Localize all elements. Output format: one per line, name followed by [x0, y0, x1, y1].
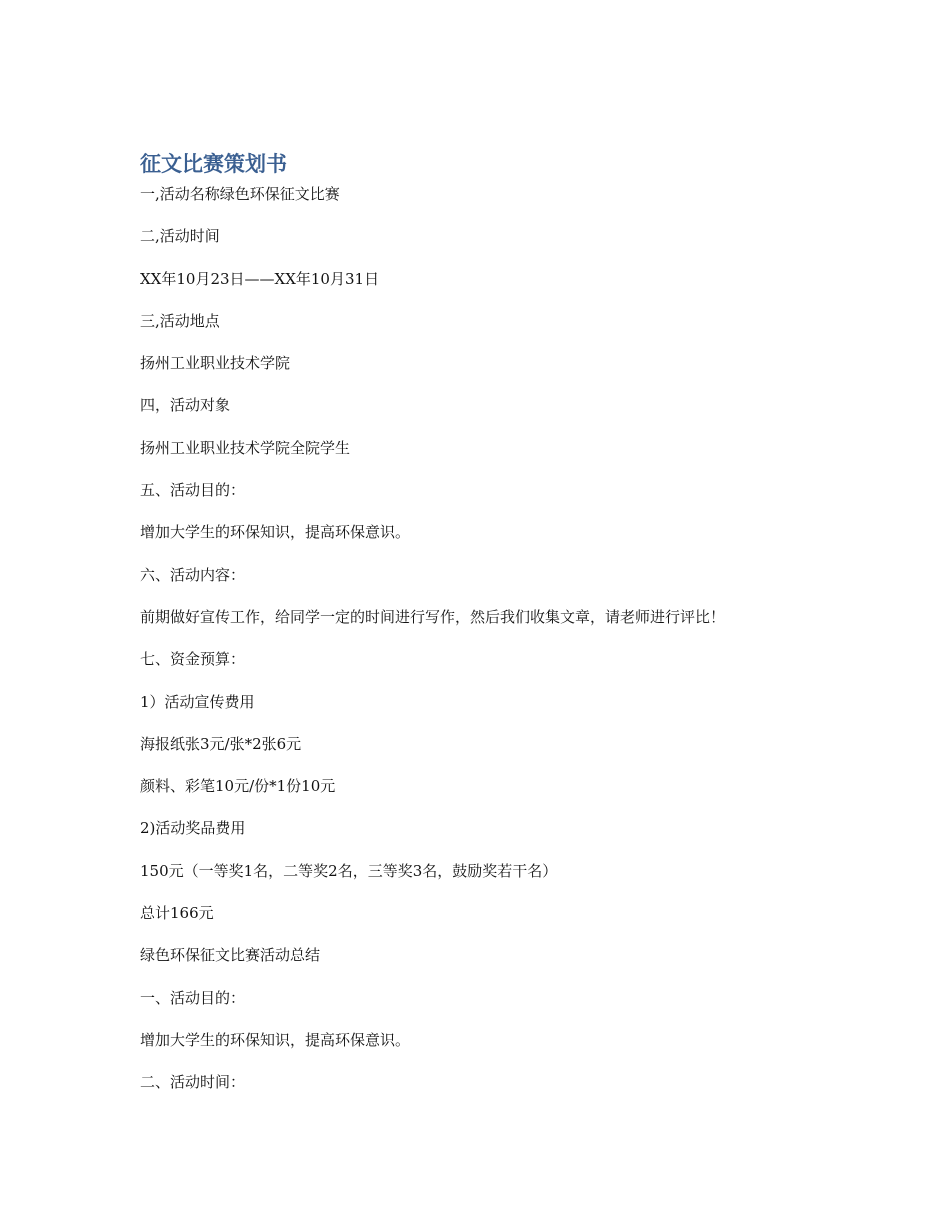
paragraph-line: 一、活动目的： — [140, 988, 246, 1007]
paragraph-line: 1）活动宣传费用 — [140, 692, 255, 711]
paragraph-line: 四，活动对象 — [140, 396, 231, 415]
paragraph-line: 扬州工业职业技术学院 — [140, 354, 291, 373]
paragraph-line: 2)活动奖品费用 — [140, 819, 246, 838]
paragraph-line: 三,活动地点 — [140, 311, 220, 330]
paragraph-line: XX年10月23日——XX年10月31日 — [140, 269, 380, 288]
paragraph-line: 150元（一等奖1名，二等奖2名，三等奖3名，鼓励奖若干名） — [140, 861, 558, 880]
page-title: 征文比赛策划书 — [140, 152, 287, 176]
paragraph-line: 二、活动时间： — [140, 1073, 246, 1092]
paragraph-line: 扬州工业职业技术学院全院学生 — [140, 438, 351, 457]
paragraph-line: 总计166元 — [140, 904, 214, 923]
paragraph-line: 一,活动名称绿色环保征文比赛 — [140, 185, 340, 203]
paragraph-line: 二,活动时间 — [140, 227, 220, 246]
paragraph-line: 海报纸张3元/张*2张6元 — [140, 734, 302, 753]
document-body — [140, 180, 840, 1111]
paragraph-line: 增加大学生的环保知识，提高环保意识。 — [140, 1030, 411, 1049]
paragraph-line: 七、资金预算： — [140, 650, 246, 669]
paragraph-line: 前期做好宣传工作，给同学一定的时间进行写作，然后我们收集文章，请老师进行评比！ — [140, 607, 726, 626]
paragraph-line: 五、活动目的： — [140, 481, 246, 500]
paragraph-line: 六、活动内容： — [140, 565, 246, 584]
paragraph-line: 增加大学生的环保知识，提高环保意识。 — [140, 523, 411, 542]
paragraph-line: 绿色环保征文比赛活动总结 — [140, 946, 321, 965]
paragraph-line: 颜料、彩笔10元/份*1份10元 — [140, 777, 336, 796]
